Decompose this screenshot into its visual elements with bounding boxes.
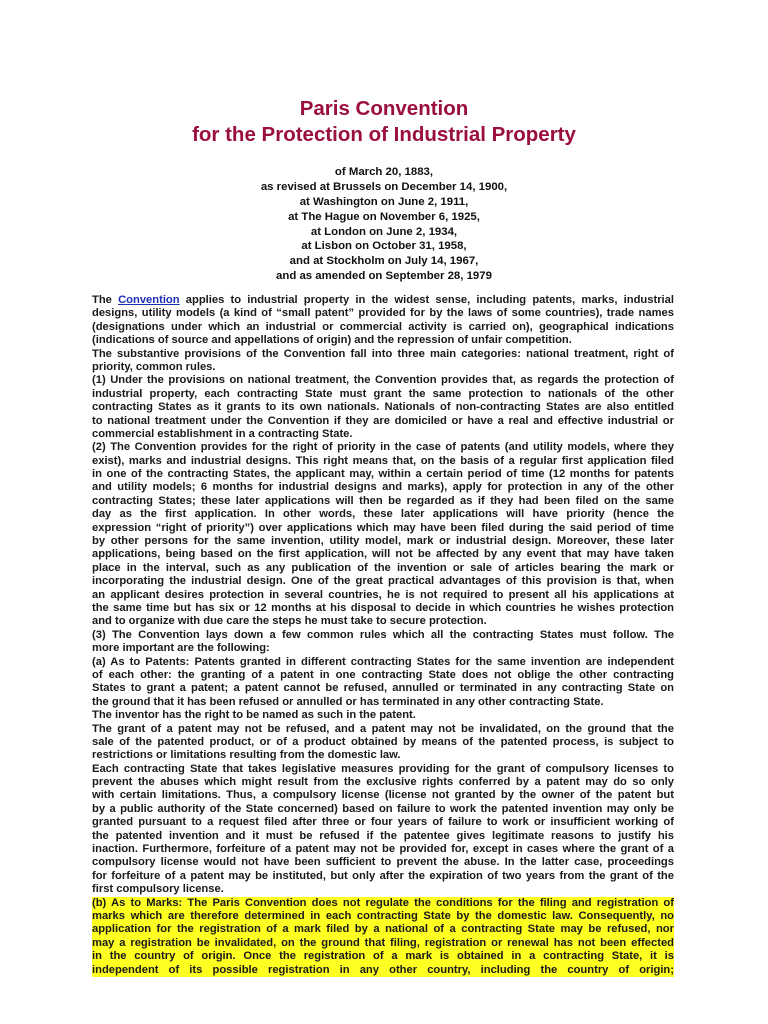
- document-title: Paris Convention: [299, 97, 469, 120]
- body-line: incorporating the industrial design. One of the great practical advantages of this provision is that, when: [92, 575, 674, 588]
- body-line: contracting States; these later applications will then be regarded as if they had been filed on the same: [92, 494, 674, 507]
- body-line: The substantive provisions of the Convention fall into three main categories: national treatment, right of: [92, 347, 674, 360]
- highlighted-line: (b) As to Marks: The Paris Convention does not regulate the conditions for the filing and registration of: [92, 896, 674, 909]
- body-line: (2) The Convention provides for the right of priority in the case of patents (and utility models, where they: [92, 441, 674, 454]
- body-line: industrial property, each contracting State must grant the same protection to nationals of the other: [92, 387, 674, 400]
- body-line: sale of the patented product, or of a product obtained by means of the patented process, is subject to: [92, 735, 674, 748]
- text-fragment: The: [92, 294, 119, 306]
- body-line: place in the interval, such as any publication of the invention or sale of articles bearing the mark or: [92, 561, 674, 574]
- body-line: States to grant a patent; a patent cannot be refused, annulled or terminated in any contracting State on: [92, 682, 674, 695]
- date-line: at The Hague on November 6, 1925,: [288, 210, 480, 223]
- body-line: by a public authority of the State concerned) based on failure to work the patented invention may only be: [92, 802, 674, 815]
- document-subtitle: for the Protection of Industrial Property: [192, 123, 576, 146]
- body-line: and utility models; 6 months for industrial designs and marks), apply for protection in any of the other: [92, 481, 674, 494]
- body-line: The grant of a patent may not be refused, and a patent may not be invalidated, on the ground that the: [92, 722, 674, 735]
- body-line: (3) The Convention lays down a few common rules which all the contracting States must follow. The: [92, 628, 674, 641]
- body-line: designs, utility models (a kind of “small patent” provided for by the laws of some countries), trade names: [92, 307, 674, 320]
- body-line: (a) As to Patents: Patents granted in different contracting States for the same invention are independent: [92, 655, 674, 668]
- body-line: (designations under which an industrial or commercial activity is carried on), geographical indications: [92, 320, 674, 333]
- body-line: applications, being based on the first application, will not be affected by any event that may have taken: [92, 548, 674, 561]
- body-line: and to organize with due care the steps he must take to secure protection.: [92, 615, 487, 628]
- body-line: expression “right of priority”) over applications which may have been filed during the said period of time: [92, 521, 674, 534]
- convention-link[interactable]: Convention: [118, 294, 180, 306]
- body-line: the ground that it has been refused or annulled or has terminated in any other contracting State.: [92, 695, 604, 708]
- body-line: an applicant desires protection in several countries, he is not required to present all his applications at: [92, 588, 674, 601]
- body-line: The inventor has the right to be named as such in the patent.: [92, 709, 416, 722]
- body-line: by other persons for the same invention, utility model, mark or industrial design. Moreover, these later: [92, 535, 674, 548]
- body-line: (1) Under the provisions on national treatment, the Convention provides that, as regards the protection of: [92, 374, 674, 387]
- highlighted-line: in the country of origin. Once the registration of a mark is obtained in a contracting State, it is: [92, 950, 674, 963]
- body-line: of each other: the granting of a patent in one contracting State does not oblige the other contracting: [92, 668, 674, 681]
- body-line: the same time but has six or 12 months at his disposal to decide in which countries he wishes protection: [92, 601, 674, 614]
- date-line: and at Stockholm on July 14, 1967,: [289, 255, 479, 268]
- body-line: day as the first application. In other words, these later applications will have priority (hence the: [92, 508, 674, 521]
- date-line: of March 20, 1883,: [334, 166, 434, 178]
- body-line: exist), marks and industrial designs. This right means that, on the basis of a regular first application filed: [92, 454, 674, 467]
- body-line: commercial establishment in a contracting State.: [92, 427, 353, 440]
- revision-dates: [0, 165, 768, 284]
- body-line: the patented invention and it must be refused if the patentee gives legitimate reasons to justify his: [92, 829, 674, 842]
- body-line: with certain limitations. Thus, a compulsory license (license not granted by the owner of the patent but: [92, 789, 674, 802]
- body-line: contracting States as it grants to its own nationals. Nationals of non-contracting States are also entitled: [92, 401, 674, 414]
- body-line: granted pursuant to a request filed after three or four years of failure to work or insufficient working of: [92, 816, 674, 829]
- body-line: first compulsory license.: [92, 883, 224, 896]
- date-line: at Lisbon on October 31, 1958,: [301, 240, 467, 253]
- date-line: at London on June 2, 1934,: [310, 225, 458, 238]
- body-line: (indications of source and appellations of origin) and the repression of unfair competition.: [92, 334, 572, 347]
- body-line: Each contracting State that takes legislative measures providing for the grant of compulsory licenses to: [92, 762, 674, 775]
- body-line: restrictions or limitations resulting from the domestic law.: [92, 749, 401, 762]
- body-line: inaction. Furthermore, forfeiture of a patent may not be provided for, except in cases where the grant of a: [92, 843, 674, 856]
- body-line: [92, 294, 674, 307]
- date-line: as revised at Brussels on December 14, 1900,: [260, 180, 508, 193]
- body-line: compulsory license would not have been sufficient to prevent the abuse. In the latter case, proceedings: [92, 856, 674, 869]
- highlighted-line: independent of its possible registration in any other country, including the country of origin;: [92, 963, 674, 976]
- date-line: and as amended on September 28, 1979: [276, 270, 492, 283]
- highlighted-line: may a registration be invalidated, on the ground that filing, registration or renewal has not been effected: [92, 936, 674, 949]
- body-line: prevent the abuses which might result from the exclusive rights conferred by a patent may do so only: [92, 776, 674, 789]
- body-line: in one of the contracting States, the applicant may, within a certain period of time (12 months for patents: [92, 468, 674, 481]
- body-line: to national treatment under the Convention if they are domiciled or have a real and effective industrial or: [92, 414, 674, 427]
- date-line: at Washington on June 2, 1911,: [299, 195, 469, 208]
- highlighted-line: application for the registration of a mark filed by a national of a contracting State may be refused, nor: [92, 923, 674, 936]
- body-line: more important are the following:: [92, 642, 270, 655]
- highlighted-line: marks which are therefore determined in each contracting State by the domestic law. Consequently, no: [92, 909, 674, 922]
- body-text: [92, 294, 674, 977]
- text-fragment: applies to industrial property in the widest sense, including patents, marks, industrial: [179, 294, 674, 306]
- body-line: priority, common rules.: [92, 360, 216, 373]
- body-line: for forfeiture of a patent may be instituted, but only after the expiration of two years from the grant of the: [92, 869, 674, 882]
